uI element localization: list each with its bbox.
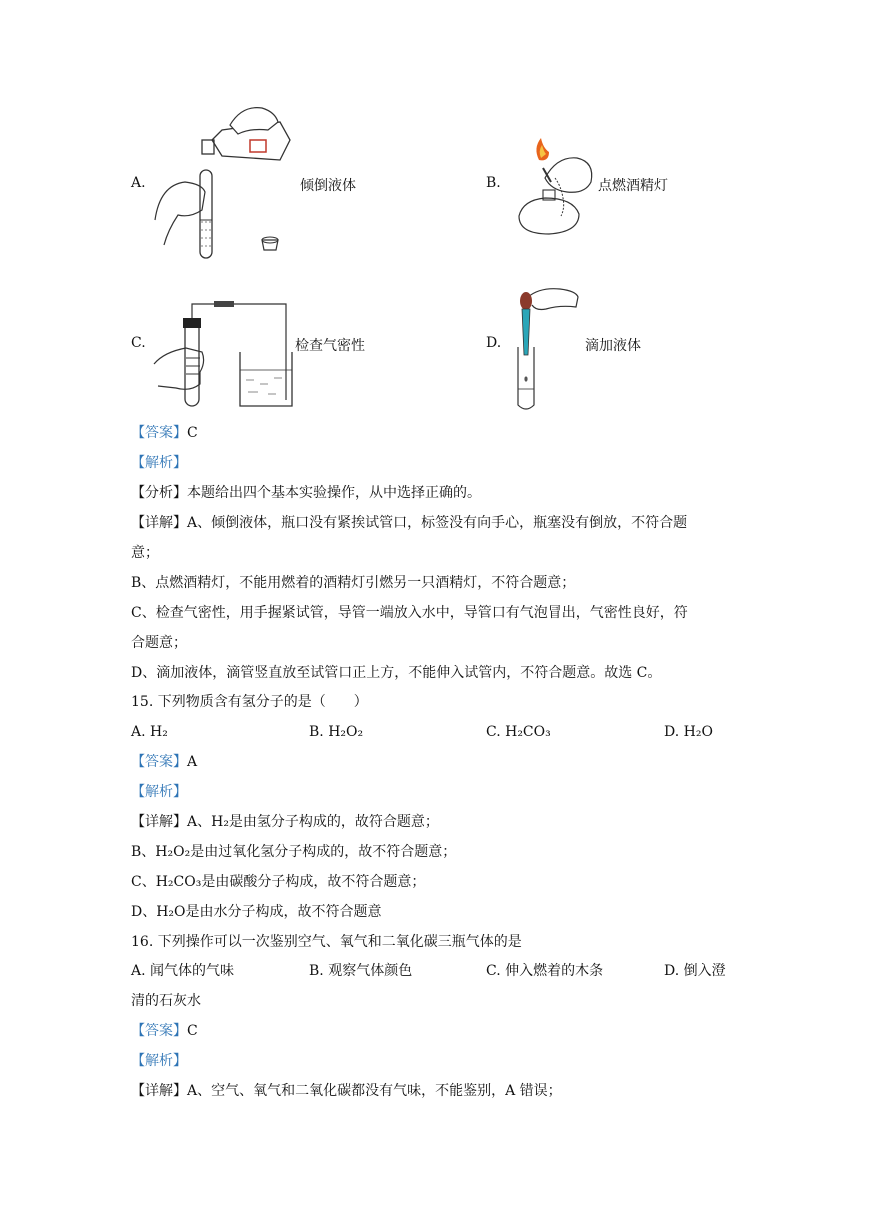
option-a-caption: 倾倒液体: [300, 178, 356, 194]
answer-tag: 【答案】: [131, 1023, 187, 1039]
q16-stem: 16. 下列操作可以一次鉴别空气、氧气和二氧化碳三瓶气体的是: [131, 934, 522, 950]
q15-option-b: B. H₂O₂: [309, 724, 364, 740]
q15-detail-line-3: C、H₂CO₃是由碳酸分子构成，故不符合题意；: [131, 874, 426, 890]
detail-text: A、H₂是由氢分子构成的，故符合题意；: [187, 814, 439, 830]
option-b-caption: 点燃酒精灯: [598, 178, 668, 194]
answer-value: A: [187, 754, 198, 770]
q15-option-a: A. H₂: [131, 724, 168, 740]
answer-value: C: [187, 425, 198, 441]
q16-option-b: B. 观察气体颜色: [309, 963, 413, 979]
q15-detail-line-1: [131, 812, 439, 832]
q16-option-c: C. 伸入燃着的木条: [486, 963, 604, 979]
lighting-alcohol-lamp-figure: [505, 138, 605, 238]
q15-option-c: C. H₂CO₃: [486, 724, 551, 740]
answer-tag: 【答案】: [131, 754, 187, 770]
q14-fenxi-line: [131, 483, 481, 503]
answer-tag: 【答案】: [131, 425, 187, 441]
option-d-letter: D.: [486, 335, 502, 351]
fenxi-text: 本题给出四个基本实验操作，从中选择正确的。: [187, 485, 481, 501]
q15-answer-line: [131, 752, 197, 772]
q16-option-d: D. 倒入澄: [664, 963, 726, 979]
q15-detail-line-4: D、H₂O是由水分子构成，故不符合题意: [131, 904, 382, 920]
dropping-liquid-figure: [510, 283, 580, 413]
answer-value: C: [187, 1023, 198, 1039]
detail-tag: 【详解】: [131, 814, 187, 830]
q15-analysis-tag: 【解析】: [131, 784, 187, 800]
airtightness-check-figure: [150, 300, 300, 410]
detail-text: A、倾倒液体，瓶口没有紧挨试管口，标签没有向手心，瓶塞没有倒放，不符合题: [187, 515, 688, 531]
fenxi-tag: 【分析】: [131, 485, 187, 501]
pouring-liquid-figure: [150, 100, 300, 265]
q14-detail-line-a: [131, 513, 687, 533]
q14-detail-line-b: B、点燃酒精灯，不能用燃着的酒精灯引燃另一只酒精灯，不符合题意；: [131, 575, 576, 591]
q16-detail-line-1: [131, 1081, 562, 1101]
q15-detail-line-2: B、H₂O₂是由过氧化氢分子构成的，故不符合题意；: [131, 844, 457, 860]
q15-option-d: D. H₂O: [664, 724, 713, 740]
q16-analysis-tag: 【解析】: [131, 1053, 187, 1069]
q16-option-d-wrap: 清的石灰水: [131, 993, 201, 1009]
q16-answer-line: [131, 1021, 198, 1041]
detail-text: A、空气、氧气和二氧化碳都没有气味，不能鉴别，A 错误；: [187, 1083, 562, 1099]
q14-detail-line-c-wrap: 合题意；: [131, 635, 187, 651]
detail-tag: 【详解】: [131, 1083, 187, 1099]
q14-detail-line-a-wrap: 意；: [131, 545, 159, 561]
q15-stem: 15. 下列物质含有氢分子的是（ ）: [131, 694, 368, 710]
q14-answer-line: [131, 423, 198, 443]
option-b-letter: B.: [486, 175, 501, 191]
option-c-caption: 检查气密性: [295, 338, 365, 354]
detail-tag: 【详解】: [131, 515, 187, 531]
q14-analysis-tag: 【解析】: [131, 455, 187, 471]
q16-option-a: A. 闻气体的气味: [131, 963, 235, 979]
option-d-caption: 滴加液体: [585, 338, 641, 354]
q14-detail-line-d: D、滴加液体，滴管竖直放至试管口正上方，不能伸入试管内，不符合题意。故选 C。: [131, 665, 662, 681]
q14-detail-line-c: C、检查气密性，用手握紧试管，导管一端放入水中，导管口有气泡冒出，气密性良好，符: [131, 605, 688, 621]
option-a-letter: A.: [131, 175, 146, 191]
option-c-letter: C.: [131, 335, 146, 351]
